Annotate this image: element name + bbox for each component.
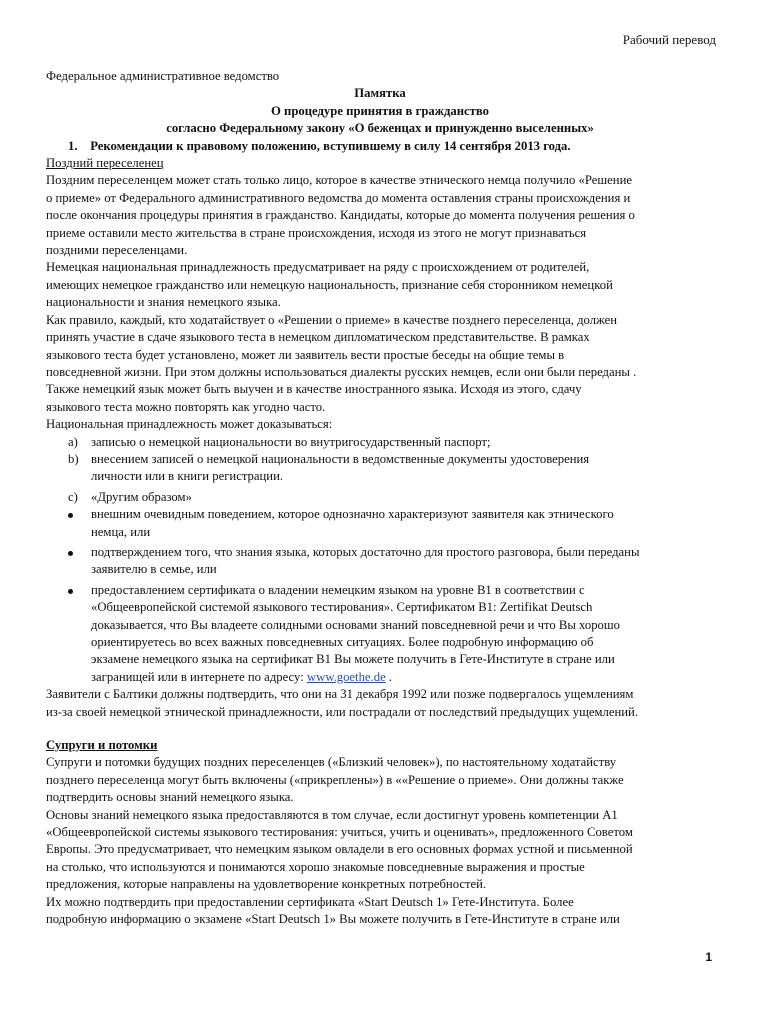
paragraph-line: Основы знаний немецкого языка предоставляются в том случае, если достигнут уровень компетенции A1 — [46, 807, 618, 822]
paragraph-line: предложения, которые направлены на удовлетворение конкретных потребностей. — [46, 877, 487, 892]
spouses-paragraph-1 — [46, 754, 714, 806]
list-item-text: предоставлением сертификата о владении немецким языком на уровне B1 в соответствии с — [91, 582, 585, 597]
list-item-text: доказывается, что Вы владеете солидными основами знаний повседневной речи и что Вы хорошо — [91, 617, 621, 632]
paragraph-line: из-за своей немецкой этнической принадлежности, или пострадали от последствий предыдущих ущемлений. — [46, 704, 639, 719]
section-1-number: 1. — [68, 138, 78, 153]
spouses-heading: Супруги и потомки — [46, 738, 158, 753]
list-item — [46, 489, 714, 506]
list-item — [46, 434, 714, 451]
list-item-text: записью о немецкой национальности во внутригосударственный паспорт; — [91, 434, 491, 449]
baltic-applicants-paragraph — [46, 686, 714, 721]
list-item-text: «Общеевропейской системой языкового тестирования». Сертификатом B1: Zertifikat Deutsch — [91, 600, 593, 615]
bullet-icon — [68, 513, 73, 518]
paragraph-line: имеющих немецкое гражданство или немецкую национальность, признание себя сторонником немецкой — [46, 277, 613, 292]
paragraph-line: подробную информацию о экзамене «Start Deutsch 1» Вы можете получить в Гете-Институте в стране или — [46, 912, 620, 927]
bullet-list — [46, 506, 714, 686]
page-number: 1 — [705, 950, 712, 964]
working-translation-label: Рабочий перевод — [622, 32, 716, 47]
paragraph-line: Супруги и потомки будущих поздних переселенцев («Близкий человек»), по настоятельному ходатайству — [46, 755, 617, 770]
paragraph-line: Их можно подтвердить при предоставлении сертификата «Start Deutsch 1» Гете-Института. Более — [46, 894, 574, 909]
bullet-icon — [68, 551, 73, 556]
paragraph-line: «Общеевропейской системы языкового тестирования: учиться, учить и оценивать», предложенного Советом — [46, 825, 633, 840]
bullet-icon — [68, 589, 73, 594]
list-item — [46, 451, 714, 486]
list-item-text: заявителю в семье, или — [91, 562, 217, 577]
section-1-heading — [46, 138, 714, 155]
late-resettler-heading: Поздний переселенец — [46, 156, 164, 171]
document-body — [46, 68, 714, 929]
memo-subtitle: О процедуре принятия в гражданство — [270, 103, 489, 118]
paragraph-line: приеме оставили место жительства в стране происхождения, исходя из этого не могут признаваться — [46, 225, 587, 240]
list-item-text — [91, 669, 714, 686]
paragraph-line: Немецкая национальная принадлежность предусматривает на ряду с происхождением от родителей, — [46, 260, 590, 275]
paragraph-line: Европы. Это предусматривает, что немецким языком овладели в его основных формах устной и письменной — [46, 842, 633, 857]
paragraph-line: Заявители с Балтики должны подтвердить, что они на 31 декабря 1992 или позже подвергалось ущемлениям — [46, 687, 634, 702]
paragraph-line: подтвердить основы знаний немецкого языка. — [46, 790, 294, 805]
list-marker: a) — [68, 434, 78, 449]
list-item-text: внесением записей о немецкой национальности в ведомственные документы удостоверения — [91, 451, 590, 466]
list-item-text: личности или в книги регистрации. — [91, 469, 284, 484]
paragraph-line: Также немецкий язык может быть выучен и в качестве иностранного языка. Исходя из этого, сдачу — [46, 382, 582, 397]
list-item-text: внешним очевидным поведением, которое однозначно характеризуют заявителя как этнического — [91, 507, 614, 522]
spouses-paragraph-2 — [46, 807, 714, 894]
list-item-text: экзамене немецкого языка на сертификат B1 Вы можете получить в Гете-Институте в стране или — [91, 652, 615, 667]
lettered-list — [46, 434, 714, 507]
list-item-text: немца, или — [91, 524, 151, 539]
goethe-link[interactable]: www.goethe.de — [306, 669, 386, 684]
memo-law-reference: согласно Федеральному закону «О беженцах и принужденно выселенных» — [166, 121, 594, 136]
list-marker: b) — [68, 451, 79, 466]
list-marker: c) — [68, 489, 78, 504]
memo-title: Памятка — [354, 86, 406, 101]
paragraph-line: позднего переселенца могут быть включены («прикреплены») в ««Решение о приеме». Они должны также — [46, 772, 624, 787]
section-1-title: Рекомендации к правовому положению, вступившему в силу 14 сентября 2013 года. — [90, 138, 571, 153]
paragraph-line: принять участие в сдаче языкового теста в немецком дипломатическом представительстве. В рамках — [46, 330, 590, 345]
list-item — [46, 506, 714, 541]
paragraph-line: на столько, что используются и понимаются хорошо знакомые повседневные выражения и простые — [46, 859, 585, 874]
paragraph-line: после окончания процедуры принятия в гражданство. Кандидаты, которые до момента получения решения о — [46, 208, 635, 223]
late-resettler-paragraph-1 — [46, 172, 714, 259]
paragraph-line: поздними переселенцами. — [46, 243, 188, 258]
spouses-paragraph-3 — [46, 894, 714, 929]
late-resettler-paragraph-3 — [46, 312, 714, 416]
paragraph-line: национальности и знания немецкого языка. — [46, 295, 281, 310]
link-suffix: . — [385, 669, 393, 684]
late-resettler-paragraph-2 — [46, 259, 714, 311]
paragraph-line: повседневной жизни. При этом должны использоваться диалекты русских немцев, если они были переданы . — [46, 364, 637, 379]
list-item-text: «Другим образом» — [91, 489, 192, 504]
paragraph-line: языкового теста будет установлено, может ли заявитель вести простые беседы на общие темы в — [46, 347, 565, 362]
link-prefix: загранищей или в интернете по адресу: — [91, 669, 307, 684]
paragraph-line: Как правило, каждый, кто ходатайствует о «Решении о приеме» в качестве позднего переселенца, должен — [46, 312, 618, 327]
list-item — [46, 544, 714, 579]
agency-name: Федеральное административное ведомство — [46, 69, 280, 83]
nationality-proof-intro: Национальная принадлежность может доказываться: — [46, 417, 333, 432]
list-item — [46, 582, 714, 686]
list-item-text: ориентируетесь во всех важных повседневных ситуациях. Более подробную информацию об — [91, 635, 594, 649]
list-item-text: подтверждением того, что знания языка, которых достаточно для простого разговора, были переданы — [91, 544, 640, 559]
paragraph-line: о приеме» от Федерального административного ведомства до момента оставления страны происхождения и — [46, 190, 631, 205]
paragraph-line: языкового теста можно повторять как угодно часто. — [46, 399, 326, 414]
paragraph-line: Поздним переселенцем может стать только лицо, которое в качестве этнического немца получило «Решение — [46, 173, 632, 188]
